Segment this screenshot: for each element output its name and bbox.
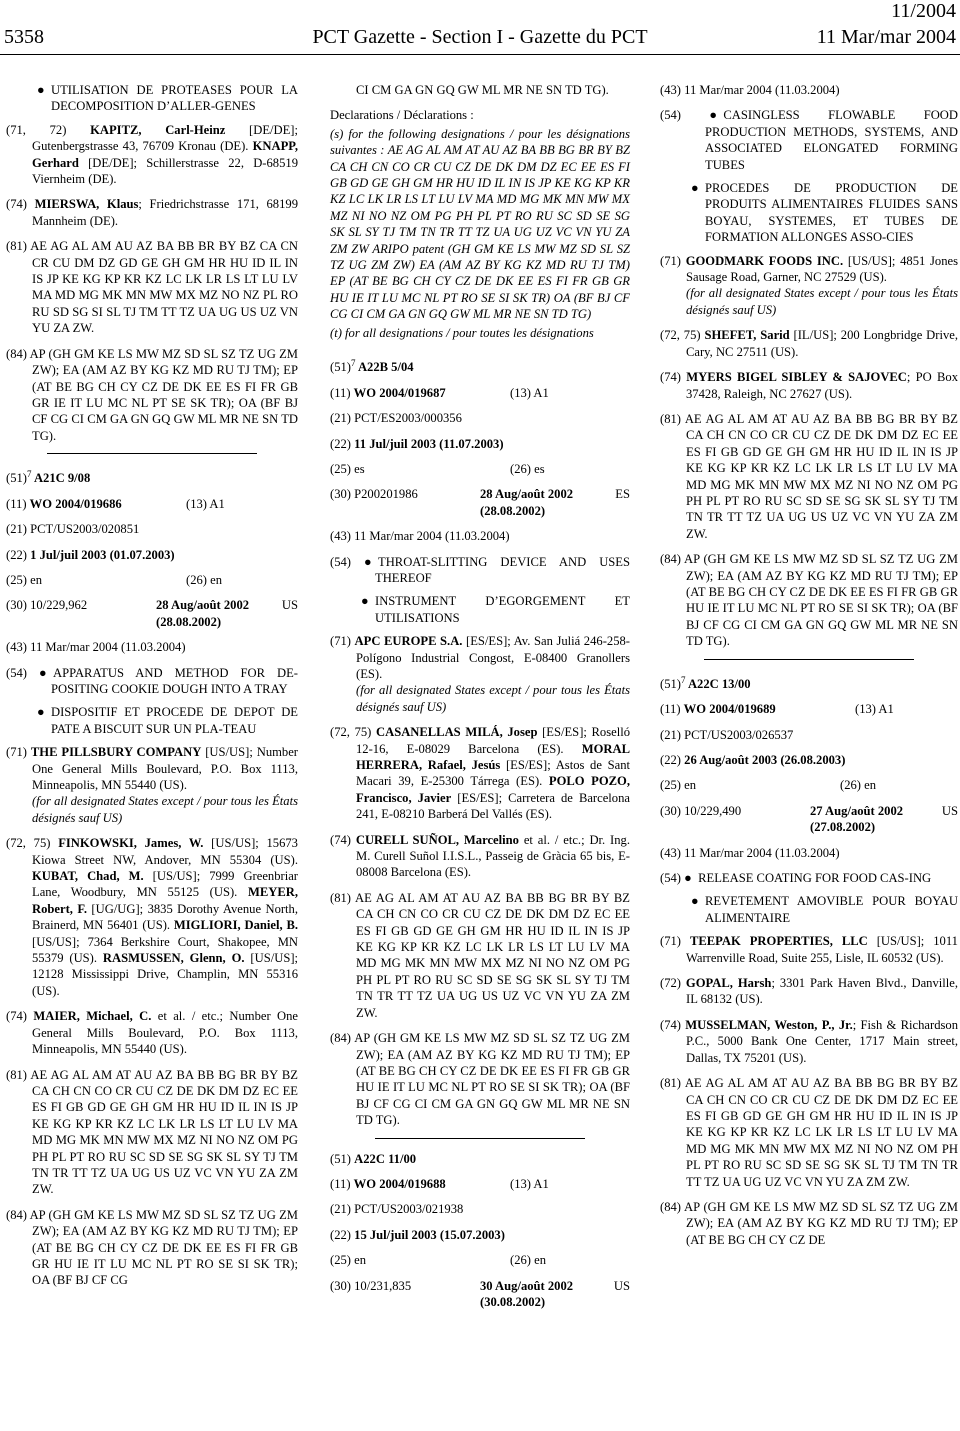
priority: (30) P200201986 28 Aug/août 2002 (28.08.2002) ES xyxy=(330,487,630,518)
publication-number: (11) WO 2004/019687 (13) A1 xyxy=(330,385,549,400)
applicant: (71) THE PILLSBURY COMPANY [US/US]; Number One General Mills Boulevard, P.O. Box 1113, Minneapolis, MN 55440 (US). (for all designated States except / pour tous les États désignés sauf US) xyxy=(6,745,299,825)
priority: (30) 10/229,490 27 Aug/août 2002 (27.08.2002) US xyxy=(660,803,958,835)
publication-number: (11) WO 2004/019686 (13) A1 xyxy=(6,496,225,511)
inventors: (72, 75) FINKOWSKI, James, W. [US/US]; 15673 Kiowa Street NW, Andover, MN 55304 (US). KUBAT, Chad, M. [US/US]; 7999 Greenbriar Lane, Woodbury, MN 55125 (US). MEYER, Robert, F. [UG/UG]; 3835 Dorothy Avenue North, Brainerd, MN 56401 (US). MIGLIORI, Daniel, B. [US/US]; 7364 Berkshire Court, Shakopee, MN 55379 (US). RASMUSSEN, Glenn, O. [US/US]; 12128 Mississippi Drive, Champlin, MN 55316 (US). xyxy=(6,836,299,998)
application-number: (21) PCT/US2003/020851 xyxy=(6,522,140,537)
inventors: (72, 75) SHEFET, Sarid [IL/US]; 200 Longbridge Drive, Cary, NC 27511 (US). xyxy=(660,328,959,359)
ipc-class: $(51)^7$ A22C 13/00 xyxy=(660,674,751,691)
title-fr: ● INSTRUMENT D’EGORGEMENT ET UTILISATIONS xyxy=(361,594,630,625)
designated-states-81: (81) AE AG AL AM AT AU AZ BA BB BG BR BY BZ CA CH CN CO CR CU CZ DE DK DM DZ EC EE ES FI GB GD GE GH GM HR HU ID IL IN IS JP KE KG KP KR KZ LC LK LR LS LT LU LV MA MD MG MK MN MW MX MZ NI NO NZ OM PG PH PL PT RO RU SC SD SE SG SK SL SY TJ TM TN TR TT TZ UA UG US UZ VC VN YU ZA ZM ZW. xyxy=(660,411,958,541)
application-number: (21) PCT/US2003/021938 xyxy=(330,1202,464,1217)
ipc-class: $(51)^7$ A21C 9/08 xyxy=(6,469,91,486)
declaration-s: (s) for the following designations / pour les désignations suivantes : AE AG AL AM AT AU AZ BA BB BG BR BY BZ CA CH CN CO CR CU CZ DE DK DM DZ EC EE ES FI GB GD GE GH GM HR HU ID IL IN IS JP KE KG KP KR KZ LC LK LR LS LT LU LV MA MD MG MK MN MW MX MZ NI NO NZ OM PG PH PL PT RO RU SC SD SE SG SK SL SY TJ TM TN TR TT TZ UA UG UZ VC VN YU ZA ZM ZW ARIPO patent (GH GM KE LS MW MZ SD SL SZ TZ UG ZM ZW) EA (AM AZ BY KG KZ MD RU TJ TM) EP (AT BE BG CH CY CZ DE DK EE ES FI FR GB GR HU IE IT LU MC NL PT RO SE SI SK TR) OA (BF BJ CF CG CI CM GA GN GQ GW ML MR NE SN TD TG) xyxy=(330,126,630,322)
title-en: (54) ● CASINGLESS FLOWABLE FOOD PRODUCTION METHODS, SYSTEMS, AND ASSOCIATED ELONGATED FORMING TUBES xyxy=(660,108,958,172)
application-number: (21) PCT/ES2003/000356 xyxy=(330,411,462,426)
bullet-icon: ● xyxy=(37,705,45,720)
bullet-icon: ● xyxy=(691,894,699,909)
issue-number: 11/2004 xyxy=(891,0,956,22)
gazette-title: PCT Gazette - Section I - Gazette du PCT xyxy=(312,26,648,48)
column-3 xyxy=(660,82,958,1257)
languages: (25) en (26) en xyxy=(660,778,877,793)
designated-states-84: (84) AP (GH GM KE LS MW MZ SD SL SZ TZ UG ZM ZW); EA (AM AZ BY KG KZ MD RU TJ TM); EP (AT BE BG CH CY CZ DE xyxy=(660,1199,958,1247)
designated-states-81: (81) AE AG AL AM AT AU AZ BA BB BG BR BY BZ CA CH CN CO CR CU CZ DE DK DM DZ EC EE ES FI GB GD GE GH GM HR HU ID IL IN IS JP KE KG KP KR KZ LC LK LR LS LT LU LV MA MD MG MK MN MW MX MZ NI NO NZ OM PG PH PL PT RO RU SC SD SE SG SK SL SY TJ TM TN TR TT TZ UA UG US UZ VC VN YU ZA ZM ZW. xyxy=(330,890,630,1020)
entry-separator xyxy=(47,453,257,454)
designated-states-84: (84) AP (GH GM KE LS MW MZ SD SL SZ TZ UG ZM ZW); EA (AM AZ BY KG KZ MD RU TJ TM); EP (AT BE BG CH CY CZ DE DK EE ES FI FR GB GR IE IT LU MC NL PT SE SK TR); OA (BF BJ CF CG CI CM GA GN GQ GW ML MR NE SN TD TG). xyxy=(6,346,298,443)
column-1 xyxy=(6,82,298,1298)
agent: (74) CURELL SUÑOL, Marcelino et al. / etc.; Dr. Ing. M. Curell Suñol I.I.S.L., Passeig de Gràcia 65 bis, E-08008 Barcelona (ES). xyxy=(330,832,630,880)
declaration-t: (t) for all designations / pour toutes les désignations xyxy=(330,325,594,340)
publication-date: (43) 11 Mar/mar 2004 (11.03.2004) xyxy=(660,83,840,97)
ipc-class: (51) A22C 11/00 xyxy=(330,1151,417,1166)
publication-number: (11) WO 2004/019689 (13) A1 xyxy=(660,702,894,717)
applicant-inventor: (71, 72) KAPITZ, Carl-Heinz [DE/DE]; Gutenbergstrasse 43, 76709 Kronau (DE). KNAPP, Gerhard [DE/DE]; Schillerstrasse 22, D-68519 Viernheim (DE). xyxy=(6,122,298,187)
agent: (74) MAIER, Michael, C. et al. / etc.; Number One General Mills Boulevard, P.O. Box 1113, Minneapolis, MN 55440 (US). xyxy=(6,1009,298,1057)
agent: (74) MUSSELMAN, Weston, P., Jr.; Fish & Richardson P.C., 5000 Bank One Center, 1717 Main street, Dallas, TX 75201 (US). xyxy=(660,1017,958,1065)
header-rule xyxy=(0,54,960,55)
publication-date: (43) 11 Mar/mar 2004 (11.03.2004) xyxy=(6,640,186,655)
title-fr: ● REVETEMENT AMOVIBLE POUR BOYAU ALIMENTAIRE xyxy=(691,894,958,925)
title-fr: ● PROCEDES DE PRODUCTION DE PRODUITS ALIMENTAIRES FLUIDES SANS BOYAU, SYSTEMES, ET TUBES DE FORMATION ALLONGES ASSO-CIES xyxy=(691,181,958,245)
applicant: (71) GOODMARK FOODS INC. [US/US]; 4851 Jones Sausage Road, Garner, NC 27529 (US). (for all designated States except / pour tous les États désignés sauf US) xyxy=(660,253,958,317)
priority: (30) 10/231,835 30 Aug/août 2002 (30.08.2002) US xyxy=(330,1278,630,1309)
column-2 xyxy=(330,82,630,1319)
designated-states-81: (81) AE AG AL AM AU AZ BA BB BR BY BZ CA CN CR CU DM DZ GD GE GH GM HR HU ID IL IN IS JP KE KG KP KR KZ LC LK LR LS LT LU LV MA MD MG MK MN MW MX MZ NO NZ PL RO RU SD SG SI SL TJ TM TT TZ UA UG US UZ VN YU ZA ZW. xyxy=(6,239,298,336)
designated-states-81: (81) AE AG AL AM AT AU AZ BA BB BG BR BY BZ CA CH CN CO CR CU CZ DE DK DM DZ EC EE ES FI GB GD GE GH GM HR HU ID IL IN IS JP KE KG KP KR KZ LC LK LR LS LT LU LV MA MD MG MK MN MW MX MZ NI NO NZ OM PG PH PL PT RO RU SC SD SE SG SK SL SY TJ TM TN TR TT TZ UA UG US UZ VC VN YU ZA ZM ZW. xyxy=(6,1067,298,1197)
entry-separator xyxy=(704,659,914,660)
ipc-class: $(51)^7$ A22B 5/04 xyxy=(330,358,414,375)
inventor: (72) GOPAL, Harsh; 3301 Park Haven Blvd., Danville, IL 68132 (US). xyxy=(660,976,959,1007)
bullet-icon: ● xyxy=(39,665,47,680)
bullet-icon: ● xyxy=(361,594,369,609)
page-number: 5358 xyxy=(4,26,44,48)
bullet-icon: ● xyxy=(684,871,692,886)
designated-states-84-cont: CI CM GA GN GQ GW ML MR NE SN TD TG). xyxy=(356,83,609,97)
designated-states-84: (84) AP (GH GM KE LS MW MZ SD SL SZ TZ UG ZM ZW); EA (AM AZ BY KG KZ MD RU TJ TM); EP (AT BE BG CH CY CZ DE DK EE ES FI FR GB GR HU IE IT LU MC NL PT RO SE SI SK TR); OA (BF BJ CF CG CI CM GA GN GQ GW ML MR NE SN TD TG). xyxy=(660,552,958,649)
agent: (74) MYERS BIGEL SIBLEY & SAJOVEC; PO Box 37428, Raleigh, NC 27627 (US). xyxy=(660,370,959,401)
entry-separator xyxy=(375,1138,585,1139)
publication-date: (43) 11 Mar/mar 2004 (11.03.2004) xyxy=(330,529,510,544)
languages: (25) es (26) es xyxy=(330,461,545,476)
publication-number: (11) WO 2004/019688 (13) A1 xyxy=(330,1176,549,1191)
bullet-icon: ● xyxy=(709,108,718,123)
languages: (25) en (26) en xyxy=(6,572,223,587)
title-fr: ● UTILISATION DE PROTEASES POUR LA DECOMPOSITION D’ALLER-GENES xyxy=(37,83,298,114)
agent: (74) MIERSWA, Klaus; Friedrichstrasse 171, 68199 Mannheim (DE). xyxy=(6,197,298,228)
bullet-icon: ● xyxy=(691,181,699,196)
applicant: (71) APC EUROPE S.A. [ES/ES]; Av. San Juliá 246-258-Polígono Industrial Congost, E-08400 Granollers (ES). (for all designated States except / pour tous les États désignés sauf US) xyxy=(330,634,630,714)
applicant: (71) TEEPAK PROPERTIES, LLC [US/US]; 1011 Warrenville Road, Suite 255, Lisle, IL 60532 (US). xyxy=(660,934,958,965)
filing-date: (22) 11 Jul/juil 2003 (11.07.2003) xyxy=(330,436,504,451)
bullet-icon: ● xyxy=(364,554,372,569)
priority: (30) 10/229,962 28 Aug/août 2002 (28.08.2002) US xyxy=(6,598,298,629)
title-fr: ● DISPOSITIF ET PROCEDE DE DEPOT DE PATE A BISCUIT SUR UN PLA-TEAU xyxy=(37,705,298,736)
declarations-heading: Declarations / Déclarations : xyxy=(330,108,474,123)
application-number: (21) PCT/US2003/026537 xyxy=(660,727,794,742)
inventors: (72, 75) CASANELLAS MILÁ, Josep [ES/ES]; Roselló 12-16, E-08029 Barcelona (ES). MORAL HERRERA, Rafael, Jesús [ES/ES]; Astos de Sant Macari 39, E-25300 Tárrega (ES). POLO POZO, Francisco, Javier [ES/ES]; Carretera de Barcelona 241, E-08210 Barberá Del Vallés (ES). xyxy=(330,725,631,822)
publication-date: (43) 11 Mar/mar 2004 (11.03.2004) xyxy=(660,845,840,860)
title-en: (54) ● RELEASE COATING FOR FOOD CAS-ING xyxy=(660,871,932,886)
languages: (25) en (26) en xyxy=(330,1253,547,1268)
designated-states-81: (81) AE AG AL AM AT AU AZ BA BB BG BR BY BZ CA CH CN CO CR CU CZ DE DK DM DZ EC EE ES FI GB GD GE GH GM HR HU ID IL IN IS JP KE KG KP KR KZ LC LK LR LS LT LU LV MA MD MG MK MN MW MX MZ NI NO NZ OM PH PL PT RO RU SC SD SE SG SK SL TJ TM TN TR TT TZ UA UG UZ VC VN YU ZA ZM ZW. xyxy=(660,1076,958,1189)
title-en: (54) ● THROAT-SLITTING DEVICE AND USES THEREOF xyxy=(330,554,630,585)
title-en: (54) ● APPARATUS AND METHOD FOR DE-POSITING COOKIE DOUGH INTO A TRAY xyxy=(6,665,298,696)
designated-states-84: (84) AP (GH GM KE LS MW MZ SD SL SZ TZ UG ZM ZW); EA (AM AZ BY KG KZ MD RU TJ TM); EP (AT BE BG CH CY CZ DE DK EE ES FI FR GB GR HU IE IT LU MC NL PT RO SE SI SK TR); OA (BF BJ CF CG CI CM GA GN GQ GW ML MR NE SN TD TG). xyxy=(330,1031,630,1128)
bullet-icon: ● xyxy=(37,83,45,97)
designated-states-84: (84) AP (GH GM KE LS MW MZ SD SL SZ TZ UG ZM ZW); EA (AM AZ BY KG KZ MD RU TJ TM); EP (AT BE BG CH CY CZ DE DK EE ES FI FR GB GR HU IE IT LU MC NL PT RO SE SI SK TR); OA (BF BJ CF CG xyxy=(6,1207,298,1288)
filing-date: (22) 15 Jul/juil 2003 (15.07.2003) xyxy=(330,1227,505,1242)
filing-date: (22) 26 Aug/août 2003 (26.08.2003) xyxy=(660,753,846,767)
filing-date: (22) 1 Jul/juil 2003 (01.07.2003) xyxy=(6,547,175,562)
gazette-date: 11 Mar/mar 2004 xyxy=(816,26,956,48)
page-header xyxy=(0,24,960,50)
